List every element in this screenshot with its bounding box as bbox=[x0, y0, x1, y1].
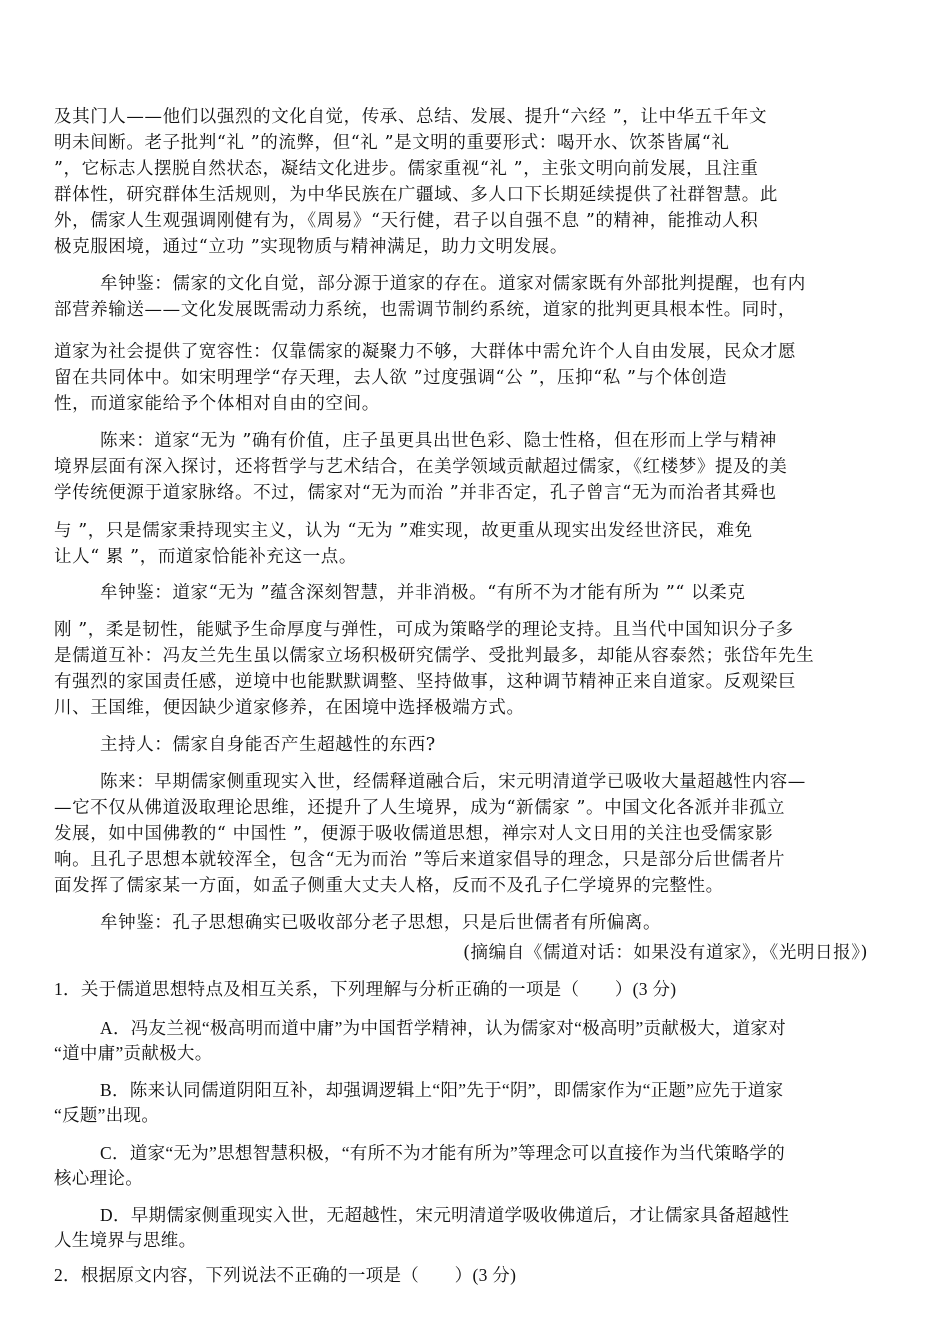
text-line: 陈来：早期儒家侧重现实入世，经儒释道融合后，宋元明清道学已吸收大量超越性内容— bbox=[100, 772, 806, 792]
question-1-option-b: B．陈来认同儒道阴阳互补，却强调逻辑上“阳”先于“阴”，即儒家作为“正题”应先于道家 bbox=[100, 1080, 784, 1100]
text-line: 刚 ”，柔是韧性，能赋予生命厚度与弹性，可成为策略学的理论支持。且当代中国知识分子多 bbox=[54, 620, 794, 640]
text-line: —它不仅从佛道汲取理论思维，还提升了人生境界，成为“新儒家 ”。中国文化各派并非孤立 bbox=[54, 798, 786, 818]
text-line: 明未间断。老子批判“礼 ”的流弊，但“礼 ”是文明的重要形式：喝开水、饮茶皆属“礼 bbox=[54, 133, 730, 153]
question-1-option-a: A．冯友兰视“极高明而道中庸”为中国哲学精神，认为儒家对“极高明”贡献极大，道家对 bbox=[100, 1018, 787, 1038]
question-1-option-d: D．早期儒家侧重现实入世，无超越性，宋元明清道学吸收佛道后，才让儒家具备超越性 bbox=[100, 1205, 790, 1225]
text-line: 道家为社会提供了宽容性：仅靠儒家的凝聚力不够，大群体中需允许个人自由发展，民众才愿 bbox=[54, 342, 797, 362]
text-line: 境界层面有深入探讨，还将哲学与艺术结合，在美学领域贡献超过儒家，《红楼梦》提及的美 bbox=[54, 457, 788, 477]
text-line: 外，儒家人生观强调刚健有为，《周易》“天行健，君子以自强不息 ”的精神，能推动人积 bbox=[54, 211, 759, 231]
question-1-option-a-cont: “道中庸”贡献极大。 bbox=[54, 1043, 213, 1063]
text-line: 主持人：儒家自身能否产生超越性的东西? bbox=[100, 735, 436, 755]
text-line: 部营养输送——文化发展既需动力系统，也需调节制约系统，道家的批判更具根本性。同时， bbox=[54, 300, 797, 320]
question-1-stem: 1．关于儒道思想特点及相互关系，下列理解与分析正确的一项是（ ）(3 分) bbox=[54, 979, 677, 999]
text-line: 发展，如中国佛教的“ 中国性 ”，便源于吸收儒道思想，禅宗对人文日用的关注也受儒家影 bbox=[54, 824, 774, 844]
text-line: 群体性，研究群体生活规则，为中华民族在广疆域、多人口下长期延续提供了社群智慧。此 bbox=[54, 185, 778, 205]
text-line: 学传统便源于道家脉络。不过，儒家对“无为而治 ”并非否定，孔子曾言“无为而治者其舜也 bbox=[54, 483, 777, 503]
text-line: 响。且孔子思想本就较浑全，包含“无为而治 ”等后来道家倡导的理念，只是部分后世儒者片 bbox=[54, 850, 786, 870]
text-line: 牟钟鉴：道家“无为 ”蕴含深刻智慧，并非消极。“有所不为才能有所为 ”“ 以柔克 bbox=[100, 583, 746, 603]
question-1-option-c: C．道家“无为”思想智慧积极，“有所不为才能有所为”等理念可以直接作为当代策略学的 bbox=[100, 1143, 786, 1163]
text-line: 留在共同体中。如宋明理学“存天理，去人欲 ”过度强调“公 ”，压抑“私 ”与个体创造 bbox=[54, 368, 728, 388]
text-line: 有强烈的家国责任感，逆境中也能默默调整、坚持做事，这种调节精神正来自道家。反观梁巨 bbox=[54, 672, 797, 692]
text-line: 川、王国维，便因缺少道家修养，在困境中选择极端方式。 bbox=[54, 698, 525, 718]
text-line: ”，它标志人摆脱自然状态，凝结文化进步。儒家重视“礼 ”，主张文明向前发展，且注重 bbox=[54, 159, 759, 179]
source-citation: (摘编自《儒道对话：如果没有道家》，《光明日报》) bbox=[463, 943, 868, 963]
text-line: 与 ”，只是儒家秉持现实主义，认为 “无为 ”难实现，故更重从现实出发经世济民，难免 bbox=[54, 521, 753, 541]
text-line: 性，而道家能给予个体相对自由的空间。 bbox=[54, 394, 380, 414]
text-line: 及其门人——他们以强烈的文化自觉，传承、总结、发展、提升“六经 ”，让中华五千年文 bbox=[54, 107, 768, 127]
question-1-option-c-cont: 核心理论。 bbox=[54, 1168, 143, 1188]
text-line: 让人“ 累 ”，而道家恰能补充这一点。 bbox=[54, 547, 357, 567]
question-2-stem: 2．根据原文内容，下列说法不正确的一项是（ ）(3 分) bbox=[54, 1265, 517, 1285]
text-line: 牟钟鉴：孔子思想确实已吸收部分老子思想，只是后世儒者有所偏离。 bbox=[100, 913, 662, 933]
text-line: 极克服困境，通过“立功 ”实现物质与精神满足，助力文明发展。 bbox=[54, 237, 568, 257]
question-1-option-d-cont: 人生境界与思维。 bbox=[54, 1230, 197, 1250]
text-line: 面发挥了儒家某一方面，如孟子侧重大丈夫人格，反而不及孔子仁学境界的完整性。 bbox=[54, 876, 724, 896]
text-line: 是儒道互补：冯友兰先生虽以儒家立场积极研究儒学、受批判最多，却能从容泰然；张岱年先生 bbox=[54, 646, 815, 666]
text-line: 牟钟鉴：儒家的文化自觉，部分源于道家的存在。道家对儒家既有外部批判提醒，也有内 bbox=[100, 274, 806, 294]
question-1-option-b-cont: “反题”出现。 bbox=[54, 1105, 160, 1125]
text-line: 陈来：道家“无为 ”确有价值，庄子虽更具出世色彩、隐士性格，但在形而上学与精神 bbox=[100, 431, 777, 451]
